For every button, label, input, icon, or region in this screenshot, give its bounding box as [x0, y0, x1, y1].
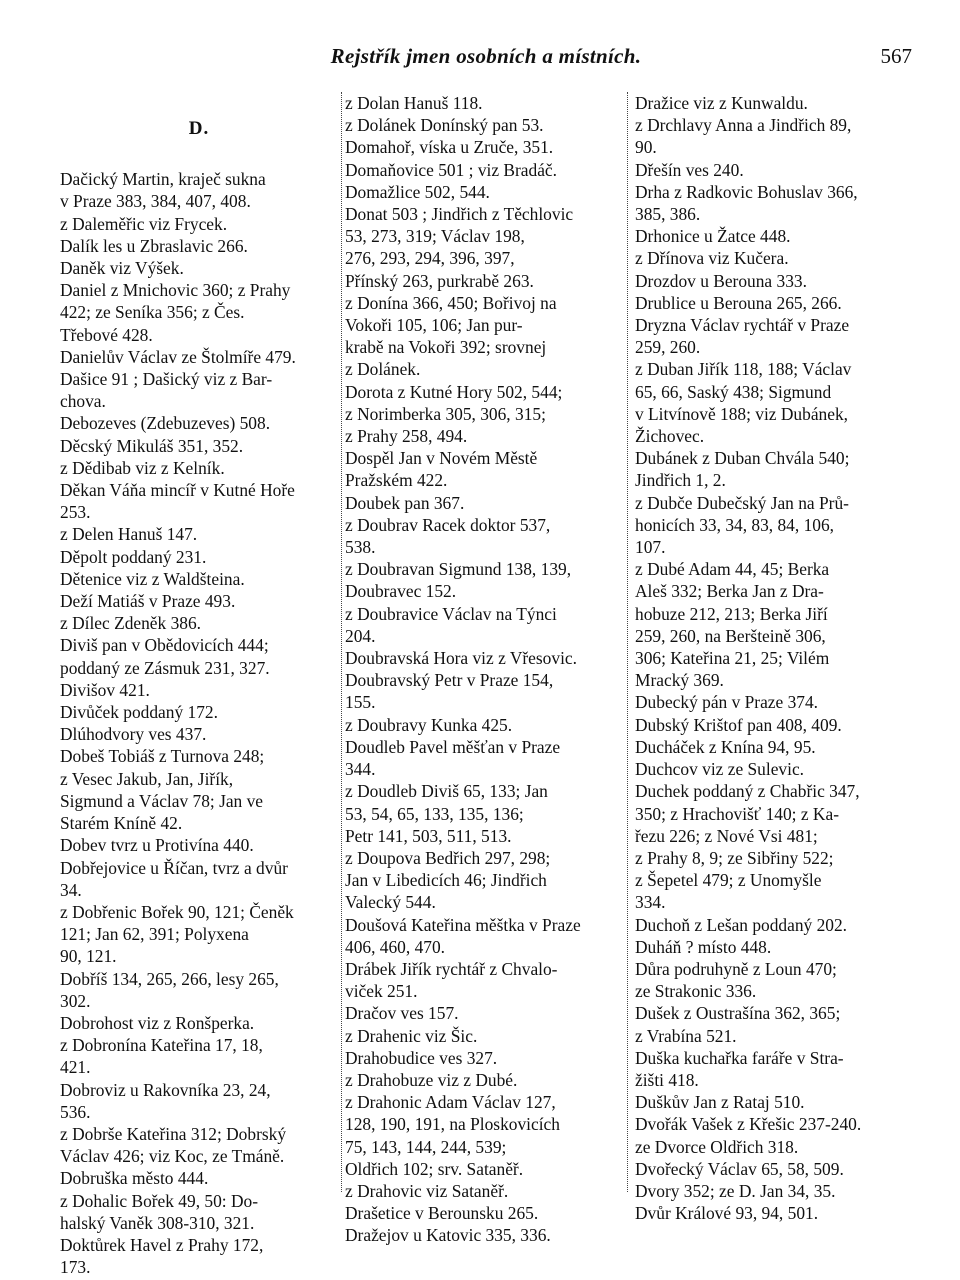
- index-entry-line: Dvořecký Václav 65, 58, 509.: [635, 1158, 844, 1179]
- index-entry-line: Duška kuchařka faráře v Stra-: [635, 1047, 844, 1068]
- index-entry: [60, 745, 338, 834]
- index-entry-line: z Dobronína Kateřina 17, 18,: [60, 1035, 263, 1056]
- index-entry: [345, 1202, 620, 1224]
- index-entry: [345, 1069, 620, 1091]
- index-entry: [635, 358, 913, 447]
- index-entry-line: Divůček poddaný 172.: [60, 702, 218, 723]
- index-entry-line: z Doubravan Sigmund 138, 139,: [345, 559, 572, 580]
- index-entry-line: z Delen Hanuš 147.: [60, 524, 198, 545]
- index-entry-line: Doubek pan 367.: [345, 492, 465, 513]
- index-entry: [60, 634, 338, 678]
- index-entry-line: z Dobrše Kateřina 312; Dobrský: [60, 1123, 287, 1144]
- index-entry: [635, 691, 913, 713]
- index-entry-line: 406, 460, 470.: [345, 936, 445, 957]
- index-entry-line: Dubský Krištof pan 408, 409.: [635, 714, 842, 735]
- index-entry-line: Dvůr Králové 93, 94, 501.: [635, 1203, 819, 1224]
- index-entry: [635, 958, 913, 1002]
- index-entry-line: 253.: [60, 502, 91, 523]
- index-entry: [60, 857, 338, 901]
- index-entry-line: Drha z Radkovic Bohuslav 366,: [635, 181, 858, 202]
- index-entry-line: 53, 273, 319; Václav 198,: [345, 226, 525, 247]
- index-entry: [635, 270, 913, 292]
- index-entry-line: Dobřejovice u Říčan, tvrz a dvůr: [60, 857, 288, 878]
- index-entry-line: Duchoň z Lešan poddaný 202.: [635, 914, 848, 935]
- index-entry-line: Domažlice 502, 544.: [345, 181, 490, 202]
- index-entry-line: z Doubravice Václav na Týnci: [345, 603, 557, 624]
- index-entry-line: z Drahonic Adam Václav 127,: [345, 1092, 556, 1113]
- index-entry-line: hobuze 212, 213; Berka Jiří: [635, 603, 828, 624]
- index-entry: [635, 92, 913, 114]
- index-entry: [345, 203, 620, 292]
- index-entry: [635, 1002, 913, 1046]
- index-entry: [345, 780, 620, 847]
- index-entry-line: Daniel z Mnichovic 360; z Prahy: [60, 280, 291, 301]
- index-entry: [60, 834, 338, 856]
- index-entry-line: z Doupova Bedřich 297, 298;: [345, 847, 551, 868]
- index-entry: [345, 136, 620, 158]
- index-entry: [60, 590, 338, 612]
- index-entry: [60, 546, 338, 568]
- index-entry-line: Sigmund a Václav 78; Jan ve: [60, 790, 264, 811]
- index-entry-line: Dašice 91 ; Dašický viz z Bar-: [60, 369, 273, 390]
- index-entry: [60, 968, 338, 1012]
- index-entry: [345, 159, 620, 181]
- index-entry-line: Doubravská Hora viz z Vřesovic.: [345, 648, 577, 669]
- index-entry: [60, 412, 338, 434]
- index-entry: [60, 1123, 338, 1167]
- index-entry-line: z Dolánek Donínský pan 53.: [345, 115, 544, 136]
- index-entry: [60, 1012, 338, 1034]
- index-entry-line: Děcský Mikuláš 351, 352.: [60, 435, 244, 456]
- index-entry: [345, 181, 620, 203]
- section-letter: D.: [188, 118, 210, 139]
- index-entry-line: Dvořák Vašek z Křešic 237-240.: [635, 1114, 862, 1135]
- index-entry: [60, 679, 338, 701]
- index-entry-line: z Prahy 258, 494.: [345, 426, 468, 447]
- index-entry-line: 536.: [60, 1101, 91, 1122]
- index-entry-line: Důra podruhyně z Loun 470;: [635, 958, 837, 979]
- index-entry-line: z Duban Jiřík 118, 188; Václav: [635, 359, 852, 380]
- index-entry-line: Oldřich 102; srv. Sataněř.: [345, 1158, 524, 1179]
- index-entry-line: z Dobřenic Bořek 90, 121; Čeněk: [60, 901, 294, 922]
- index-entry: [635, 181, 913, 225]
- index-entry-line: chova.: [60, 391, 106, 412]
- index-entry-line: z Daleměřic viz Frycek.: [60, 213, 228, 234]
- index-entry: [635, 114, 913, 158]
- index-entry-line: 334.: [635, 892, 666, 913]
- index-entry-line: 302.: [60, 990, 91, 1011]
- index-entry: [60, 723, 338, 745]
- index-entry-line: ze Strakonic 336.: [635, 981, 757, 1002]
- index-entry: [635, 225, 913, 247]
- index-entry-line: Václav 426; viz Koc, ze Tmáně.: [60, 1146, 285, 1167]
- page-header: [60, 42, 912, 78]
- index-entry-line: Drašetice v Berounsku 265.: [345, 1203, 539, 1224]
- index-entry-line: 173.: [60, 1257, 91, 1278]
- index-entry: [60, 213, 338, 235]
- index-entry: [345, 1047, 620, 1069]
- index-entry: [60, 235, 338, 257]
- index-entry-line: Danielův Václav ze Štolmíře 479.: [60, 346, 296, 367]
- index-column-3: [635, 92, 913, 1224]
- index-entry-line: Dorota z Kutné Hory 502, 544;: [345, 381, 563, 402]
- index-entry-line: z Drahovic viz Sataněř.: [345, 1180, 509, 1201]
- index-entry: [60, 1167, 338, 1189]
- index-column-1: [60, 92, 338, 1278]
- index-entry: [60, 346, 338, 368]
- index-entry-line: z Prahy 8, 9; ze Sibřiny 522;: [635, 847, 834, 868]
- index-entry: [635, 758, 913, 780]
- index-entry: [345, 603, 620, 647]
- index-entry-line: z Drahenic viz Šic.: [345, 1025, 478, 1046]
- index-entry-line: Valecký 544.: [345, 892, 436, 913]
- index-entry: [635, 447, 913, 491]
- index-entry-line: Doktůrek Havel z Prahy 172,: [60, 1234, 264, 1255]
- index-entry: [635, 492, 913, 559]
- index-entry-line: Doubravský Petr v Praze 154,: [345, 670, 554, 691]
- index-entry-line: z Dubé Adam 44, 45; Berka: [635, 559, 830, 580]
- index-entry-line: Petr 141, 503, 511, 513.: [345, 825, 512, 846]
- index-entry-line: 90.: [635, 137, 657, 158]
- index-entry: [345, 381, 620, 448]
- index-entry-line: Domaňovice 501 ; viz Bradáč.: [345, 159, 557, 180]
- index-entry-line: Jan v Libedicích 46; Jindřich: [345, 870, 547, 891]
- index-entry-line: Drhonice u Žatce 448.: [635, 226, 791, 247]
- index-entry-line: Duháň ? místo 448.: [635, 936, 772, 957]
- index-entry: [345, 736, 620, 780]
- index-entry-line: Dvory 352; ze D. Jan 34, 35.: [635, 1180, 836, 1201]
- index-entry-line: Diviš pan v Obědovicích 444;: [60, 635, 269, 656]
- index-entry-line: 259, 260.: [635, 337, 701, 358]
- index-entry-line: Třebové 428.: [60, 324, 153, 345]
- index-column-2: [345, 92, 620, 1247]
- index-entry-line: z Dolánek.: [345, 359, 421, 380]
- index-entry-line: 75, 143, 144, 244, 539;: [345, 1136, 507, 1157]
- index-entry-line: z Dolan Hanuš 118.: [345, 93, 483, 113]
- index-entry-line: Žichovec.: [635, 426, 705, 447]
- index-columns: [60, 92, 912, 1278]
- index-entry-line: 155.: [345, 692, 376, 713]
- index-entry: [345, 1180, 620, 1202]
- index-entry-line: 350; z Hrachovišť 140; z Ka-: [635, 803, 839, 824]
- index-entry-line: 538.: [345, 537, 376, 558]
- index-entry: [345, 669, 620, 713]
- index-entry: [345, 1025, 620, 1047]
- index-entry-line: Pražském 422.: [345, 470, 448, 491]
- index-entry-line: 107.: [635, 537, 666, 558]
- index-entry-line: Doubravec 152.: [345, 581, 457, 602]
- index-entry-line: z Vrabína 521.: [635, 1025, 737, 1046]
- index-entry-line: z Dohalic Bořek 49, 50: Do-: [60, 1190, 259, 1211]
- index-entry-line: Doušová Kateřina měštka v Praze: [345, 914, 581, 935]
- index-entry-line: v Praze 383, 384, 407, 408.: [60, 191, 251, 212]
- index-entry-line: Dryzna Václav rychtář v Praze: [635, 315, 850, 336]
- page-number: 567: [880, 44, 912, 68]
- index-entry-line: Mracký 369.: [635, 670, 724, 691]
- column-divider: [627, 92, 629, 1192]
- index-entry-line: Dračov ves 157.: [345, 1003, 459, 1024]
- index-entry-line: Duškův Jan z Rataj 510.: [635, 1092, 805, 1113]
- index-entry: [60, 479, 338, 523]
- index-entry: [345, 958, 620, 1002]
- index-entry-line: Drahobudice ves 327.: [345, 1047, 498, 1068]
- index-entry-line: Dalík les u Zbraslavic 266.: [60, 235, 248, 256]
- index-entry-line: z Doudleb Diviš 65, 133; Jan: [345, 781, 548, 802]
- index-entry-line: 65, 66, Saský 438; Sigmund: [635, 381, 832, 402]
- index-entry-line: 259, 260, na Beršteině 306,: [635, 625, 826, 646]
- index-entry-line: 422; ze Seníka 356; z Čes.: [60, 302, 245, 323]
- index-entry-line: Vokoři 105, 106; Jan pur-: [345, 315, 523, 336]
- index-entry: [635, 780, 913, 913]
- running-title: Rejstřík jmen osobních a místních.: [330, 44, 642, 68]
- index-entry-line: Děpolt poddaný 231.: [60, 546, 207, 567]
- index-entry-line: žišti 418.: [635, 1069, 699, 1090]
- index-entry: [60, 701, 338, 723]
- index-entry-line: Duchcov viz ze Sulevic.: [635, 759, 805, 780]
- index-entry-line: 121; Jan 62, 391; Polyxena: [60, 924, 249, 945]
- index-entry: [345, 1091, 620, 1180]
- index-entry: [635, 247, 913, 269]
- index-entry-line: Dušek z Oustrašína 362, 365;: [635, 1003, 841, 1024]
- index-entry: [345, 114, 620, 136]
- index-entry: [60, 523, 338, 545]
- index-entry: [345, 514, 620, 558]
- index-entry-line: Drábek Jiřík rychtář z Chvalo-: [345, 958, 558, 979]
- index-entry-line: Dobříš 134, 265, 266, lesy 265,: [60, 968, 279, 989]
- index-entry: [60, 1079, 338, 1123]
- index-entry-line: z Donína 366, 450; Bořivoj na: [345, 292, 557, 313]
- index-entry-line: Dobroviz u Rakovníka 23, 24,: [60, 1079, 271, 1100]
- index-entry-line: Starém Kníně 42.: [60, 813, 183, 834]
- index-entry: [345, 558, 620, 602]
- index-entry-line: Debozeves (Zdebuzeves) 508.: [60, 413, 271, 434]
- index-entry-line: Dobeš Tobiáš z Turnova 248;: [60, 746, 265, 767]
- index-entry: [345, 292, 620, 381]
- index-entry-line: Dačický Martin, kraječ sukna: [60, 169, 266, 190]
- index-entry-line: honicích 33, 34, 83, 84, 106,: [635, 514, 835, 535]
- index-entry: [60, 1034, 338, 1078]
- index-entry-line: z Norimberka 305, 306, 315;: [345, 403, 546, 424]
- index-entry-line: Donat 503 ; Jindřich z Těchlovic: [345, 204, 574, 225]
- index-entry-line: Duchek poddaný z Chabřic 347,: [635, 781, 860, 802]
- index-entry: [60, 368, 338, 412]
- index-entry: [635, 558, 913, 691]
- index-entry-line: z Doubrav Racek doktor 537,: [345, 514, 551, 535]
- index-entry: [60, 457, 338, 479]
- index-entry: [60, 568, 338, 590]
- index-entry: [60, 901, 338, 968]
- index-entry-line: Dubecký pán v Praze 374.: [635, 692, 819, 713]
- index-entry-line: z Dubče Dubečský Jan na Prů-: [635, 492, 849, 513]
- index-entry: [635, 1047, 913, 1091]
- index-entry-line: z Dědibab viz z Kelník.: [60, 457, 225, 478]
- index-entry: [635, 936, 913, 958]
- index-entry: [635, 1136, 913, 1158]
- index-entry-line: Jindřich 1, 2.: [635, 470, 726, 491]
- index-entry-line: Přínský 263, purkrabě 263.: [345, 270, 534, 291]
- index-entry: [345, 1002, 620, 1024]
- index-entry-line: ze Dvorce Oldřich 318.: [635, 1136, 799, 1157]
- index-entry-line: Dospěl Jan v Novém Městě: [345, 448, 538, 469]
- index-entry: [345, 714, 620, 736]
- index-entry: [345, 914, 620, 958]
- index-entry-line: Drublice u Berouna 265, 266.: [635, 292, 842, 313]
- index-entry-line: Ducháček z Knína 94, 95.: [635, 736, 816, 757]
- index-entry-line: Aleš 332; Berka Jan z Dra-: [635, 581, 824, 602]
- index-entry-line: halský Vaněk 308-310, 321.: [60, 1212, 255, 1233]
- index-entry-line: 34.: [60, 879, 82, 900]
- index-entry-line: z Dřínova viz Kučera.: [635, 248, 789, 269]
- index-entry: [60, 1234, 338, 1278]
- index-entry-line: z Doubravy Kunka 425.: [345, 714, 513, 735]
- index-entry-line: Dlúhodvory ves 437.: [60, 724, 207, 745]
- index-entry-line: v Litvínově 188; viz Dubánek,: [635, 403, 848, 424]
- index-entry-line: Děkan Váňa mincíř v Kutné Hoře: [60, 480, 295, 501]
- index-entry: [635, 1158, 913, 1180]
- index-entry: [345, 847, 620, 914]
- index-entry-line: 90, 121.: [60, 946, 117, 967]
- index-entry: [345, 647, 620, 669]
- column-divider: [341, 92, 343, 1192]
- index-entry: [635, 1091, 913, 1113]
- index-entry: [60, 279, 338, 346]
- index-entry: [635, 314, 913, 358]
- index-entry-line: Deží Matiáš v Praze 493.: [60, 591, 236, 612]
- index-entry-line: Dražice viz z Kunwaldu.: [635, 93, 808, 113]
- index-entry-line: 344.: [345, 759, 376, 780]
- index-entry-line: 421.: [60, 1057, 91, 1078]
- index-entry-line: 53, 54, 65, 133, 135, 136;: [345, 803, 524, 824]
- index-entry: [345, 1224, 620, 1246]
- index-entry-line: Dubánek z Duban Chvála 540;: [635, 448, 850, 469]
- index-entry-line: 128, 190, 191, na Ploskovicích: [345, 1114, 560, 1135]
- index-entry: [635, 1113, 913, 1135]
- index-entry: [635, 914, 913, 936]
- index-entry-line: 204.: [345, 625, 376, 646]
- index-entry: [60, 435, 338, 457]
- index-entry: [60, 257, 338, 279]
- index-entry-line: z Dílec Zdeněk 386.: [60, 613, 202, 634]
- index-entry-line: Dřešín ves 240.: [635, 159, 744, 180]
- index-entry: [345, 92, 620, 114]
- index-entry-line: Doudleb Pavel měšťan v Praze: [345, 736, 561, 757]
- index-entry: [60, 1190, 338, 1234]
- index-entry-line: Dobrohost viz z Ronšperka.: [60, 1012, 255, 1033]
- index-entry: [60, 168, 338, 212]
- index-entry: [635, 736, 913, 758]
- index-entry-line: 385, 386.: [635, 204, 701, 225]
- index-entry: [635, 714, 913, 736]
- index-entry-line: Dobev tvrz u Protivína 440.: [60, 835, 254, 856]
- index-entry-line: řezu 226; z Nové Vsi 481;: [635, 825, 818, 846]
- index-entry-line: Domahoř, víska u Zruče, 351.: [345, 137, 554, 158]
- index-entry-line: Drozdov u Berouna 333.: [635, 270, 807, 291]
- index-entry: [345, 492, 620, 514]
- index-entry-line: Dražejov u Katovic 335, 336.: [345, 1225, 551, 1246]
- index-entry-line: viček 251.: [345, 981, 418, 1002]
- index-entry-line: 276, 293, 294, 396, 397,: [345, 248, 515, 269]
- index-entry: [635, 159, 913, 181]
- index-entry-line: z Drahobuze viz z Dubé.: [345, 1069, 518, 1090]
- index-entry-line: Divišov 421.: [60, 679, 150, 700]
- index-entry-line: poddaný ze Zásmuk 231, 327.: [60, 657, 270, 678]
- index-entry-line: krabě na Vokoři 392; srovnej: [345, 337, 547, 358]
- index-entry-line: Daněk viz Výšek.: [60, 258, 184, 279]
- index-entry-line: z Vesec Jakub, Jan, Jiřík,: [60, 768, 234, 789]
- index-entry-line: 306; Kateřina 21, 25; Vilém: [635, 648, 830, 669]
- index-entry-line: Dobruška město 444.: [60, 1168, 209, 1189]
- index-entry: [635, 1202, 913, 1224]
- index-entry: [635, 292, 913, 314]
- index-entry: [60, 612, 338, 634]
- index-entry-line: z Šepetel 479; z Unomyšle: [635, 870, 822, 891]
- index-entry-line: z Drchlavy Anna a Jindřich 89,: [635, 115, 852, 136]
- index-entry: [345, 447, 620, 491]
- index-entry-line: Dětenice viz z Waldšteina.: [60, 568, 245, 589]
- index-entry: [635, 1180, 913, 1202]
